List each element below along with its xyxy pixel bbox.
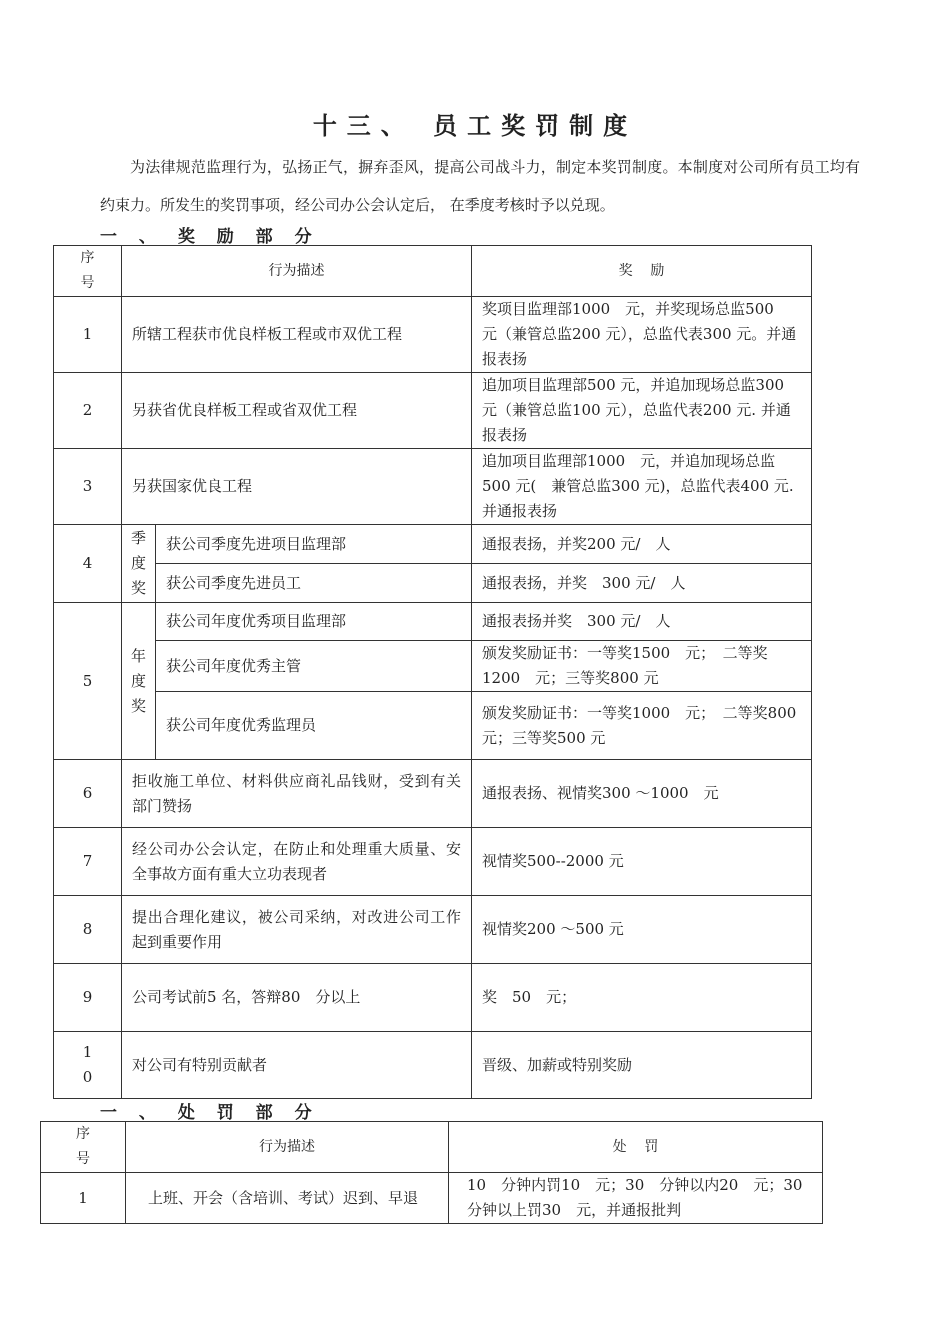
table-row	[54, 896, 812, 964]
row-desc: 获公司年度优秀主管	[156, 641, 472, 692]
reward-table	[53, 245, 812, 1099]
row-reward: 通报表扬，并奖200 元/ 人	[472, 525, 812, 564]
table-row	[41, 1173, 823, 1224]
row-group-label: 年度奖	[122, 603, 156, 760]
row-desc: 获公司年度优秀监理员	[156, 692, 472, 760]
row-no: 2	[54, 373, 122, 449]
row-no: 9	[54, 964, 122, 1032]
row-reward: 追加项目监理部1000 元，并追加现场总监500 元( 兼管总监300 元)，总监代表400 元. 并通报表扬	[472, 449, 812, 525]
table-row	[54, 964, 812, 1032]
row-desc: 获公司季度先进员工	[156, 564, 472, 603]
page-title: 十三、 员工奖罚制度	[312, 112, 638, 140]
row-reward: 视情奖500--2000 元	[472, 828, 812, 896]
penalty-section-heading: 一 、 处 罚 部 分	[100, 1103, 320, 1123]
row-desc: 对公司有特别贡献者	[122, 1032, 472, 1099]
row-reward: 通报表扬、视情奖300 ～1000 元	[472, 760, 812, 828]
table-row	[54, 564, 812, 603]
row-reward: 晋级、加薪或特别奖励	[472, 1032, 812, 1099]
row-no: 1	[54, 297, 122, 373]
table-row	[54, 297, 812, 373]
header-no: 序号	[41, 1122, 126, 1173]
row-desc: 拒收施工单位、材料供应商礼品钱财，受到有关部门赞扬	[122, 760, 472, 828]
row-reward: 颁发奖励证书：一等奖1500 元； 二等奖1200 元；三等奖800 元	[472, 641, 812, 692]
row-desc: 公司考试前5 名，答辩80 分以上	[122, 964, 472, 1032]
row-no: 1	[41, 1173, 126, 1224]
row-desc: 另获省优良样板工程或省双优工程	[122, 373, 472, 449]
table-row	[54, 760, 812, 828]
header-desc: 行为描述	[126, 1122, 449, 1173]
row-reward: 颁发奖励证书：一等奖1000 元； 二等奖800 元；三等奖500 元	[472, 692, 812, 760]
row-no: 5	[54, 603, 122, 760]
header-no: 序号	[54, 246, 122, 297]
row-desc: 获公司季度先进项目监理部	[156, 525, 472, 564]
row-no: 10	[54, 1032, 122, 1099]
table-row	[54, 603, 812, 641]
penalty-header-row	[41, 1122, 823, 1173]
row-desc: 另获国家优良工程	[122, 449, 472, 525]
reward-header-row	[54, 246, 812, 297]
row-penalty: 10 分钟内罚10 元；30 分钟以内20 元；30 分钟以上罚30 元，并通报批判	[449, 1173, 823, 1224]
row-reward: 视情奖200 ～500 元	[472, 896, 812, 964]
row-desc: 上班、开会（含培训、考试）迟到、早退	[126, 1173, 449, 1224]
header-desc: 行为描述	[122, 246, 472, 297]
row-desc: 提出合理化建议，被公司采纳，对改进公司工作起到重要作用	[122, 896, 472, 964]
row-no: 3	[54, 449, 122, 525]
row-desc: 所辖工程获市优良样板工程或市双优工程	[122, 297, 472, 373]
row-reward: 奖 50 元；	[472, 964, 812, 1032]
table-row	[54, 692, 812, 760]
row-group-label: 季度奖	[122, 525, 156, 603]
row-no: 7	[54, 828, 122, 896]
row-desc: 经公司办公会认定，在防止和处理重大质量、安全事故方面有重大立功表现者	[122, 828, 472, 896]
row-no: 6	[54, 760, 122, 828]
row-no: 4	[54, 525, 122, 603]
intro-paragraph: 为法律规范监理行为，弘扬正气，摒弃歪风，提高公司战斗力，制定本奖罚制度。本制度对公司所有员工均有约束力。所发生的奖罚事项，经公司办公会认定后， 在季度考核时予以兑现。	[100, 158, 860, 214]
row-no: 8	[54, 896, 122, 964]
reward-section-heading: 一 、 奖 励 部 分	[100, 227, 320, 247]
table-row	[54, 373, 812, 449]
table-row	[54, 449, 812, 525]
table-row	[54, 828, 812, 896]
header-reward: 奖 励	[472, 246, 812, 297]
penalty-table	[40, 1121, 823, 1224]
row-reward: 追加项目监理部500 元，并追加现场总监300 元（兼管总监100 元），总监代表200 元. 并通报表扬	[472, 373, 812, 449]
row-reward: 通报表扬并奖 300 元/ 人	[472, 603, 812, 641]
table-row	[54, 641, 812, 692]
table-row	[54, 525, 812, 564]
table-row	[54, 1032, 812, 1099]
header-penalty: 处 罚	[449, 1122, 823, 1173]
row-desc: 获公司年度优秀项目监理部	[156, 603, 472, 641]
row-reward: 奖项目监理部1000 元，并奖现场总监500 元（兼管总监200 元），总监代表300 元。并通报表扬	[472, 297, 812, 373]
row-reward: 通报表扬，并奖 300 元/ 人	[472, 564, 812, 603]
